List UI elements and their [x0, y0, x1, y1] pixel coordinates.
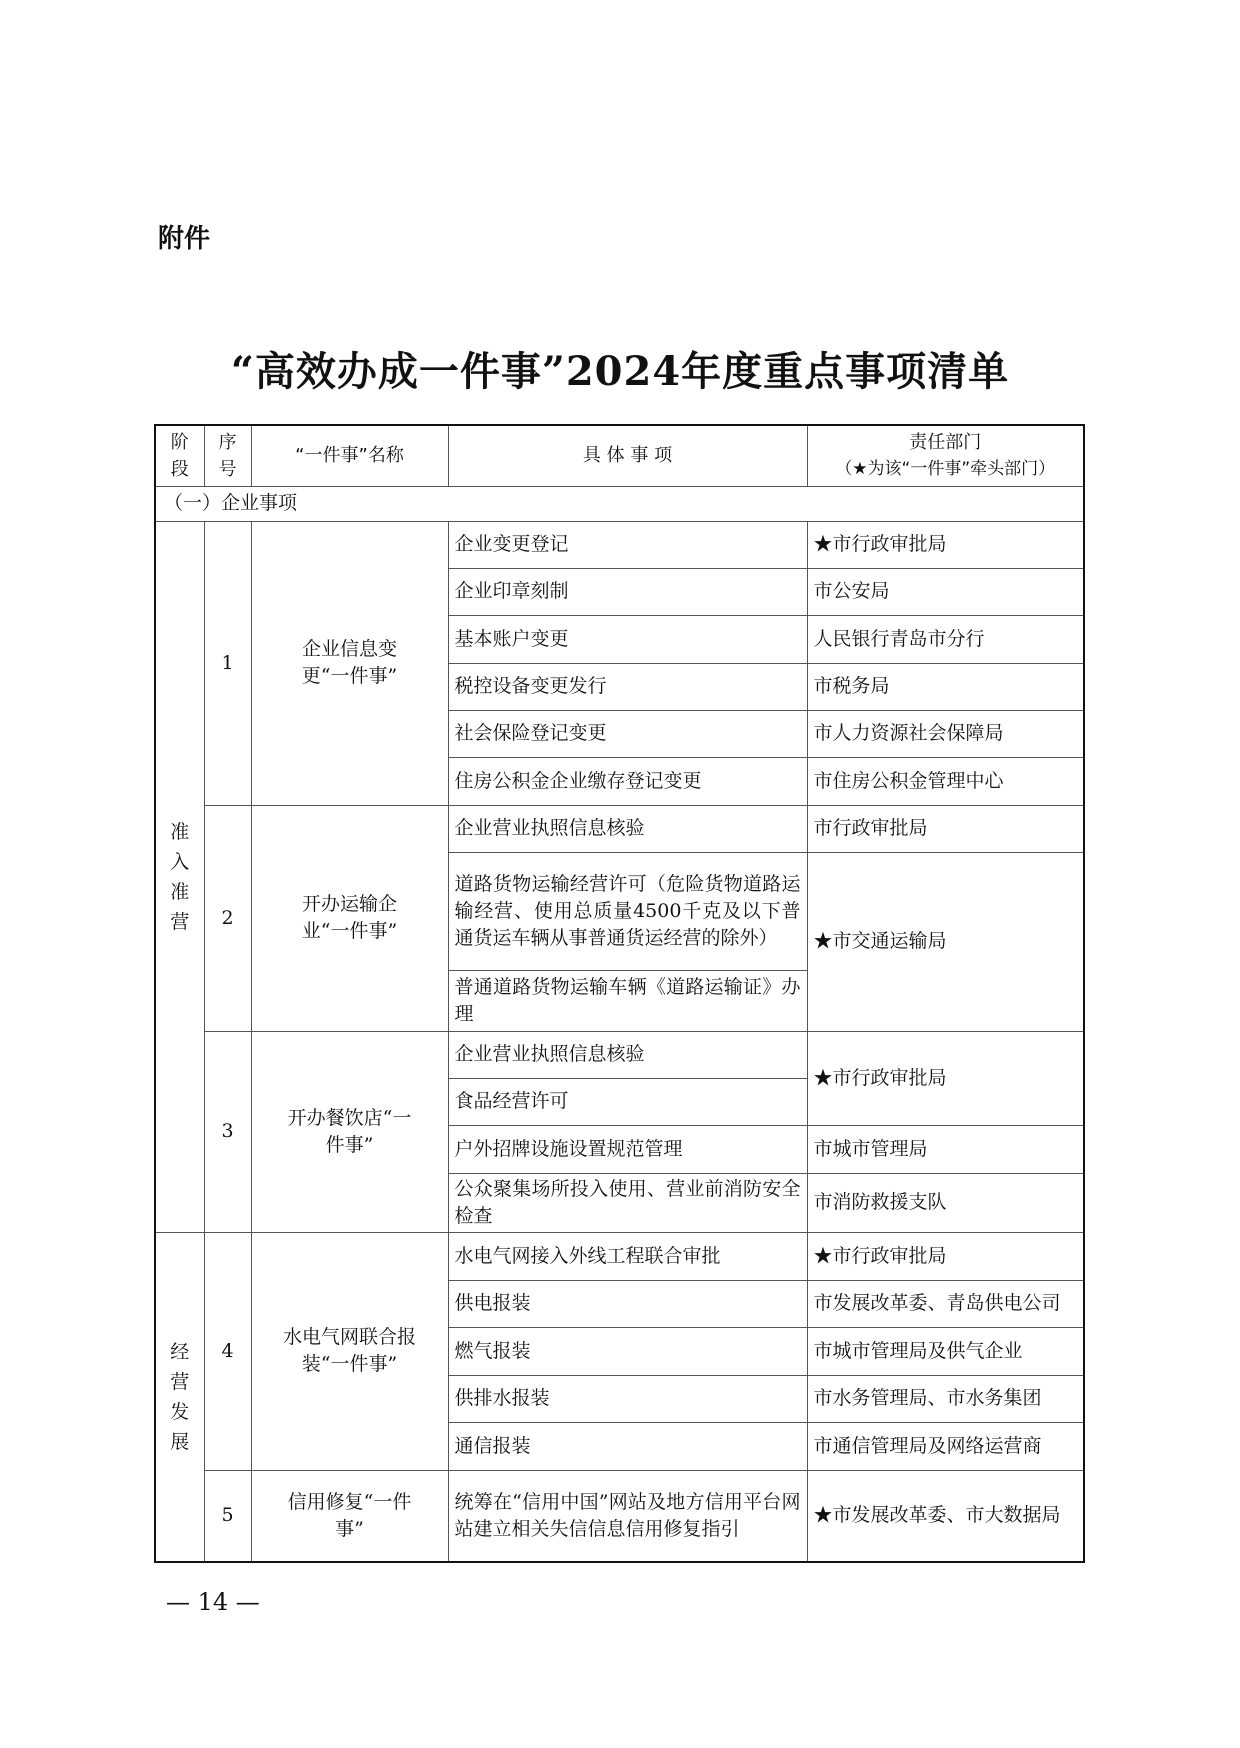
header-dept-title: 责任部门: [909, 431, 982, 453]
page-title: “高效办成一件事”2024年度重点事项清单: [230, 348, 1010, 395]
header-no: 序号: [204, 425, 251, 486]
task-cell: 水电气网接入外线工程联合审批: [448, 1232, 807, 1280]
table-row: [155, 521, 1084, 568]
task-cell: 社会保险登记变更: [448, 710, 807, 757]
task-cell: 燃气报装: [448, 1327, 807, 1375]
task-cell: 税控设备变更发行: [448, 663, 807, 710]
one-thing-name: 企业信息变更“一件事”: [251, 521, 448, 805]
task-cell: 道路货物运输经营许可（危险货物道路运输经营、使用总质量4500千克及以下普通货运车辆从事普通货运经营的除外）: [448, 852, 807, 970]
one-thing-name: 信用修复“一件事”: [251, 1470, 448, 1562]
page-number: — 14 —: [166, 1588, 260, 1616]
table-row: [155, 1031, 1084, 1078]
table-row: [155, 1232, 1084, 1280]
dept-cell: 市通信管理局及网络运营商: [807, 1422, 1084, 1470]
header-dept-note: （★为该“一件事”牵头部门）: [835, 458, 1056, 479]
task-cell: 供电报装: [448, 1280, 807, 1327]
one-thing-name: 开办餐饮店“一件事”: [251, 1031, 448, 1232]
item-number: 3: [204, 1031, 251, 1232]
dept-cell: 人民银行青岛市分行: [807, 615, 1084, 663]
table-header-row: [155, 425, 1084, 486]
task-cell: 食品经营许可: [448, 1078, 807, 1125]
task-cell: 基本账户变更: [448, 615, 807, 663]
item-number: 2: [204, 805, 251, 1031]
attachment-label: 附件: [158, 224, 211, 254]
dept-cell: 市公安局: [807, 568, 1084, 615]
item-number: 1: [204, 521, 251, 805]
task-cell: 企业营业执照信息核验: [448, 1031, 807, 1078]
task-cell: 通信报装: [448, 1422, 807, 1470]
dept-cell: ★市行政审批局: [807, 521, 1084, 568]
task-cell: 住房公积金企业缴存登记变更: [448, 757, 807, 805]
task-cell: 企业印章刻制: [448, 568, 807, 615]
one-thing-name: 开办运输企业“一件事”: [251, 805, 448, 1031]
task-cell: 统筹在“信用中国”网站及地方信用平台网站建立相关失信信息信用修复指引: [448, 1470, 807, 1562]
dept-cell: 市城市管理局及供气企业: [807, 1327, 1084, 1375]
key-items-table: [154, 424, 1085, 1563]
dept-cell: 市行政审批局: [807, 805, 1084, 852]
header-name: “一件事”名称: [251, 425, 448, 486]
dept-cell: 市发展改革委、青岛供电公司: [807, 1280, 1084, 1327]
task-cell: 供排水报装: [448, 1375, 807, 1422]
table-row: [155, 1470, 1084, 1562]
section-title: （一）企业事项: [155, 486, 1084, 521]
task-cell: 企业变更登记: [448, 521, 807, 568]
item-number: 4: [204, 1232, 251, 1470]
header-dept: [807, 425, 1084, 486]
dept-cell: ★市行政审批局: [807, 1031, 1084, 1125]
dept-cell: 市消防救援支队: [807, 1173, 1084, 1232]
section-row: [155, 486, 1084, 521]
stage-cell: 准入准营: [155, 521, 204, 1232]
table-row: [155, 805, 1084, 852]
dept-cell: ★市发展改革委、市大数据局: [807, 1470, 1084, 1562]
stage-cell: 经营发展: [155, 1232, 204, 1562]
dept-cell: 市住房公积金管理中心: [807, 757, 1084, 805]
dept-cell: ★市行政审批局: [807, 1232, 1084, 1280]
one-thing-name: 水电气网联合报装“一件事”: [251, 1232, 448, 1470]
dept-cell: 市税务局: [807, 663, 1084, 710]
header-task: 具 体 事 项: [448, 425, 807, 486]
task-cell: 户外招牌设施设置规范管理: [448, 1125, 807, 1173]
dept-cell: 市城市管理局: [807, 1125, 1084, 1173]
dept-cell: 市水务管理局、市水务集团: [807, 1375, 1084, 1422]
header-stage: 阶段: [155, 425, 204, 486]
task-cell: 普通道路货物运输车辆《道路运输证》办理: [448, 970, 807, 1031]
dept-cell: 市人力资源社会保障局: [807, 710, 1084, 757]
task-cell: 企业营业执照信息核验: [448, 805, 807, 852]
item-number: 5: [204, 1470, 251, 1562]
dept-cell: ★市交通运输局: [807, 852, 1084, 1031]
task-cell: 公众聚集场所投入使用、营业前消防安全检查: [448, 1173, 807, 1232]
